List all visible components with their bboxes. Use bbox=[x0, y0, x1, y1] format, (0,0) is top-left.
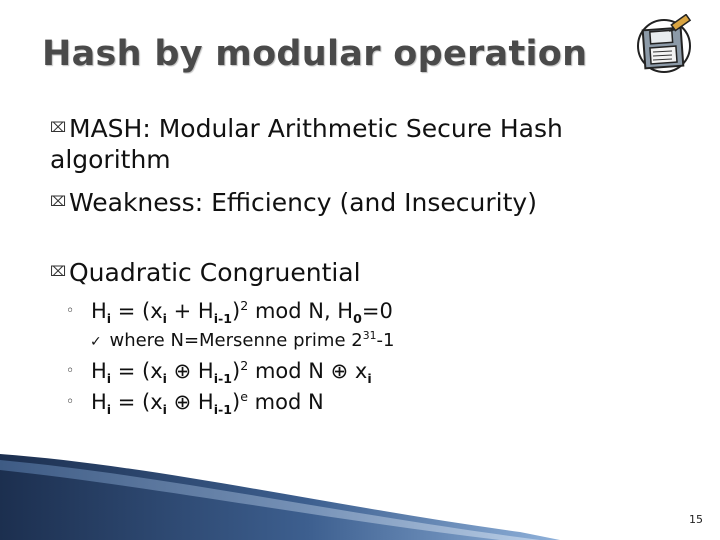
bullet-mash-line2: algorithm bbox=[50, 145, 171, 174]
hollow-circle-bullet-icon: ◦ bbox=[66, 363, 75, 379]
floppy-disk-clipart-icon bbox=[636, 14, 694, 74]
square-cross-bullet-icon: ⌧ bbox=[50, 194, 67, 210]
square-cross-bullet-icon: ⌧ bbox=[50, 264, 67, 280]
formula-3: $H_i = (x_i$ ⊕ $H_{i-1})^e$ mod N bbox=[90, 389, 324, 418]
bullet-weakness bbox=[50, 187, 650, 218]
bullet-quadratic-text: Quadratic Congruential bbox=[69, 258, 361, 287]
bullet-mash bbox=[50, 113, 650, 175]
sub-bullet-formula-3 bbox=[66, 385, 324, 422]
square-cross-bullet-icon: ⌧ bbox=[50, 120, 67, 136]
bullet-weakness-text: Weakness: Efficiency (and Insecurity) bbox=[69, 188, 537, 217]
hollow-circle-bullet-icon: ◦ bbox=[66, 303, 75, 319]
bullet-quadratic bbox=[50, 257, 650, 288]
bullet-mash-line1: MASH: Modular Arithmetic Secure Hash bbox=[69, 114, 563, 143]
checkmark-bullet-icon: ✓ bbox=[90, 334, 102, 350]
formula-2: $H_i = (x_i$ ⊕ $H_{i-1})^2$ mod N ⊕ $x_i$ bbox=[90, 358, 372, 387]
footer-swoosh-decoration bbox=[0, 440, 720, 540]
slide-number: 15 bbox=[689, 513, 703, 526]
formula-1: $H_i = (x_i + H_{i-1})^2$ mod N, $H_0=0$ bbox=[90, 298, 393, 327]
slide-title: Hash by modular operation bbox=[42, 34, 588, 74]
mersenne-text: where N=Mersenne prime $2^{31}-1$ bbox=[109, 329, 395, 351]
hollow-circle-bullet-icon: ◦ bbox=[66, 394, 75, 410]
sub-sub-bullet-mersenne bbox=[90, 325, 394, 353]
